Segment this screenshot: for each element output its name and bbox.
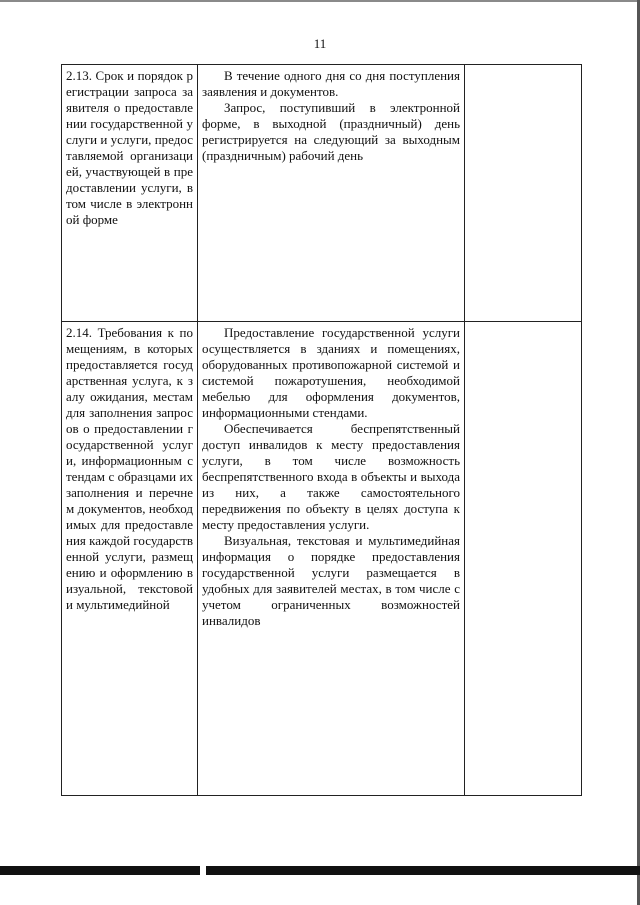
scan-bottom-bar-gap xyxy=(200,866,206,875)
content-paragraph: В течение одного дня со дня поступления заявления и документов. xyxy=(202,68,460,99)
content-paragraph: Визуальная, текстовая и мультимедийная информация о порядке предоставления государственной услуги размещается в удобных для заявителей местах, в том числе с учетом ограниченных возможностей инвалидов xyxy=(202,533,460,628)
scan-top-edge xyxy=(0,0,640,2)
page-number: 11 xyxy=(313,36,327,51)
requirement-cell: 2.14. Требования к помещениям, в которых предоставляется государственная услуга, к залу ожидания, местам для заполнения запросов о предоставлении государственной услуги, информационным стендам с образцами их заполнения и перечнем документов, необходимых для предоставления каждой государственной услуги, размещению и оформлению визуальной, текстовой и мультимедийной xyxy=(62,322,198,796)
scan-bottom-bar xyxy=(0,866,640,875)
table-row xyxy=(62,322,582,796)
note-cell xyxy=(465,322,582,796)
content-cell xyxy=(198,322,465,796)
content-cell xyxy=(198,65,465,322)
regulation-table xyxy=(61,64,582,796)
note-cell xyxy=(465,65,582,322)
table-row xyxy=(62,65,582,322)
content-paragraph: Запрос, поступивший в электронной форме, в выходной (праздничный) день регистрируется на следующий за выходным (праздничным) рабочий день xyxy=(202,100,460,163)
requirement-cell: 2.13. Срок и порядок регистрации запроса заявителя о предоставлении государственной услуги и услуги, предоставляемой организацией, участвующей в предоставлении услуги, в том числе в электронной форме xyxy=(62,65,198,322)
content-paragraph: Обеспечивается беспрепятственный доступ инвалидов к месту предоставления услуги, в том числе возможность беспрепятственного входа в объекты и выхода из них, а также самостоятельного передвижения по объекту в целях доступа к месту предоставления услуги. xyxy=(202,421,460,532)
content-paragraph: Предоставление государственной услуги осуществляется в зданиях и помещениях, оборудованных противопожарной системой и системой пожаротушения, необходимой мебелью для оформления документов, информационными стендами. xyxy=(202,325,460,420)
